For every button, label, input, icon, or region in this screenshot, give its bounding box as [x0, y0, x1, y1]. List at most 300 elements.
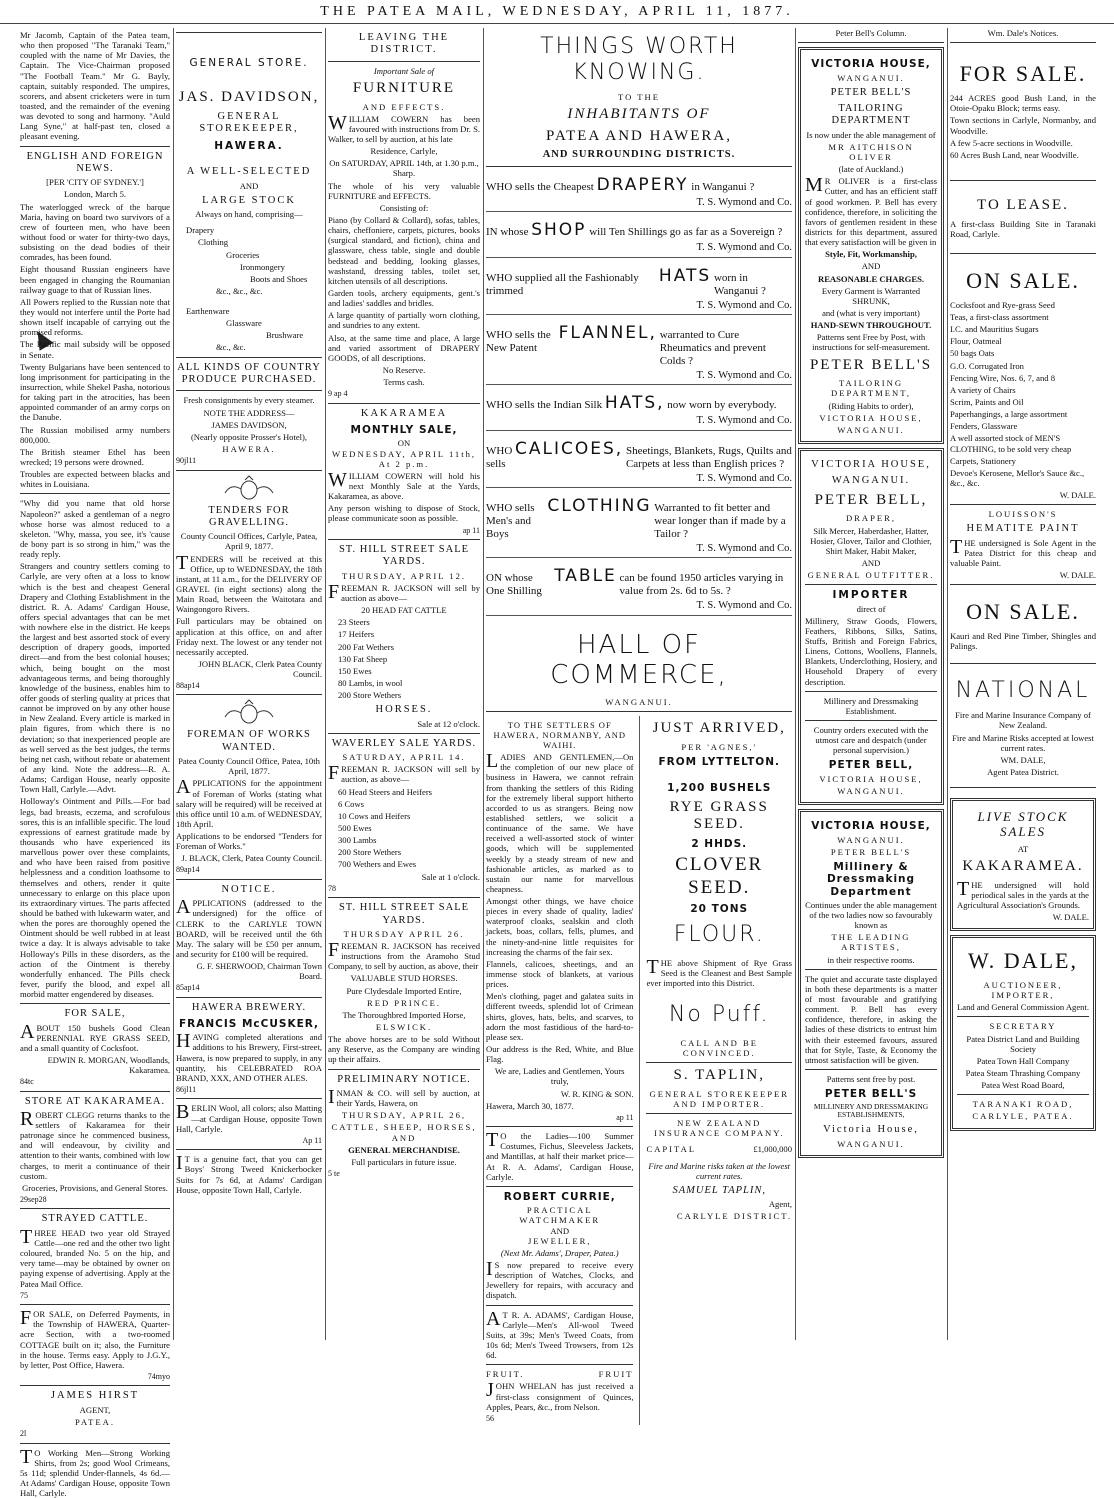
stock-row: 150 Ewes	[338, 666, 480, 676]
column-rule	[483, 28, 484, 1340]
sec-item: Patea District Land and Building Society	[957, 1034, 1089, 1054]
warranted: Every Garment is Warranted SHRUNK,	[805, 286, 937, 306]
brewery-heading: HAWERA BREWERY.	[176, 1002, 322, 1014]
note-address: NOTE THE ADDRESS—	[176, 408, 322, 418]
rye-grass-seed: RYE GRASS SEED.	[646, 799, 792, 834]
secretary: SECRETARY	[957, 1021, 1089, 1031]
boys-suits: IT is a genuine fact, that you can get Boys' Strong Tweed Knickerbocker Suits for 7s 6d, at Adams' Cardigan House, opposite Town Hall, Carlyle.	[176, 1154, 322, 1195]
agent-patea: Agent Patea District.	[950, 767, 1096, 777]
column-header: Peter Bell's Column.	[798, 28, 944, 38]
acres: 244 ACRES good Bush Land, in the Otoie-Opaku Block; terms easy.	[950, 93, 1096, 113]
jackson-stud: FREEMAN R. JACKSON has received instructions from the Aramoho Stud Company, to sell by auction, as above, their	[328, 941, 480, 971]
answer: T. S. Wymond and Co.	[486, 600, 792, 615]
shipment-body: THE above Shipment of Rye Grass Seed is the Cleanest and Best Sample ever imported into this District.	[646, 958, 792, 988]
stock-item: Clothing	[198, 237, 322, 247]
question: WHO sells CALICOES, Sheetings, Blankets, Rugs, Quilts and Carpets at less than English prices ?	[486, 439, 792, 471]
furniture-list: Piano (by Collard & Collard), sofas, tables, chairs, cheffoniere, carpets, pictures, books (surgical standard, and fiction), china and glassware, chess table, single and double bedstead and bedding, looking glasses, washstand, dressing tables, toilet set, kitchen utensils of all descriptions.	[328, 215, 480, 286]
for-sale-heading: FOR SALE.	[950, 61, 1096, 87]
divider	[798, 42, 944, 43]
and: AND	[805, 558, 937, 568]
preliminary-heading: PRELIMINARY NOTICE.	[328, 1074, 480, 1086]
currie-and: AND	[486, 1226, 633, 1236]
divider	[950, 787, 1096, 788]
inner-rule	[639, 716, 640, 1425]
column-1	[20, 28, 170, 1343]
brewery-body: HAVING completed alterations and additions to his Brewery, First-street, Hawera, is now prepared to supply, in any quantity, his CELEBRATED ROA BRAND, XXX, AND OTHER ALES.	[176, 1032, 322, 1083]
ad-tag: Ap 11	[176, 1136, 322, 1145]
berlin-wool: BERLIN Wool, all colors; also Matting —at Cardigan House, opposite Town Hall, Carlyle.	[176, 1103, 322, 1133]
wanganui-2: WANGANUI.	[805, 425, 937, 435]
stray-body: THREE HEAD two year old Strayed Cattle—one red and the other two light coloured, branded No. 5 on the hip, and very tame—may be obtained by owner on paying expense of advertising. Apply at the Patea Mail Office.	[20, 1228, 170, 1289]
stock-row: 80 Lambs, in wool	[338, 678, 480, 688]
currie-name: ROBERT CURRIE,	[486, 1191, 633, 1203]
hirst-role: AGENT,	[20, 1405, 170, 1415]
jeweller: JEWELLER,	[486, 1236, 633, 1246]
hirst-place: PATEA.	[20, 1417, 170, 1427]
at: AT	[957, 844, 1089, 854]
divider	[328, 897, 480, 898]
louisson: LOUISSON'S	[950, 509, 1096, 519]
management: Is now under the able management of	[805, 130, 937, 140]
column-4	[486, 28, 792, 1343]
inman-goods: CATTLE, SHEEP, HORSES, AND	[328, 1122, 480, 1142]
wanganui-3: WANGANUI.	[805, 475, 937, 487]
answer: T. S. Wymond and Co.	[486, 473, 792, 488]
news-item: The Russian mobilised army numbers 800,000.	[20, 425, 170, 445]
davidson-line1: A WELL-SELECTED	[176, 166, 322, 178]
column-6	[950, 28, 1096, 1343]
davidson-place: HAWERA.	[176, 140, 322, 152]
to-lease-heading: TO LEASE.	[950, 197, 1096, 215]
peter-bells-6: PETER BELL'S	[805, 1088, 937, 1100]
monthly-sale-heading: MONTHLY SALE,	[328, 424, 480, 436]
divider	[176, 694, 322, 695]
store-goods: Groceries, Provisions, and General Stores.	[20, 1183, 170, 1193]
news-heading: ENGLISH AND FOREIGN NEWS.	[20, 151, 170, 176]
lease-body: A first-class Building Site in Taranaki Road, Carlyle.	[950, 219, 1096, 239]
clydesdale: Pure Clydesdale Imported Entire,	[328, 986, 480, 996]
divider	[950, 504, 1096, 505]
victoria-house-6: Victoria House,	[805, 1124, 937, 1136]
country-orders: Country orders executed with the utmost care and despatch (under personal supervision.)	[805, 725, 937, 755]
stock-row: 500 Ewes	[338, 823, 480, 833]
oliver-body: MR OLIVER is a first-class Cutter, and has an efficient staff of good workmen. P. Bell has every confidence, therefore, in soliciting the favors of gentlemen resident in these districts for this department, assured that every satisfaction will be given in	[805, 176, 937, 247]
just-arrived: JUST ARRIVED,	[646, 720, 792, 738]
question: WHO supplied all the Fashionably trimmed HATS worn in Wanganui ?	[486, 266, 792, 298]
ad-tag: 74myo	[20, 1372, 170, 1381]
ad-tag: 2l	[20, 1429, 170, 1438]
kauri-body: Kauri and Red Pine Timber, Shingles and Palings.	[950, 631, 1096, 651]
address-name: JAMES DAVIDSON,	[176, 420, 322, 430]
divider	[176, 879, 322, 880]
wanganui: WANGANUI.	[805, 73, 937, 83]
clover-seed: CLOVER SEED.	[646, 854, 792, 899]
holloway-notice: Holloway's Ointment and Pills.—For bad legs, bad breasts, eczema, and scrofulous sores, this is an infallible specific. The loud expressions of earnest gratitude made by thousands who have experienced its marvellous power over these complaints, and who have been raised from positive helplessness and a condition loathsome to themselves and others, render it quite unnecessary to enlarge on this place upon its extraordinary virtues. The parts affected should be bathed with lukewarm water, and when the pores are thoroughly opened the Ointment should be well rubbed in at least twice a day. It is always advisable to take Holloway's Pills in these disorders, as the action of the Ointment is thereby wonderfully enhanced. The Pills check fever, purify the blood, and expel all morbid matter engendered by diseases.	[20, 796, 170, 999]
sec-item: Patea Town Hall Company	[957, 1056, 1089, 1066]
masthead: THE PATEA MAIL, WEDNESDAY, APRIL 11, 1877.	[0, 2, 1114, 24]
practical-watchmaker: PRACTICAL WATCHMAKER	[486, 1205, 633, 1225]
sthill-heading: ST. HILL STREET SALE YARDS.	[328, 544, 480, 569]
king-signature: W. R. KING & SON.	[486, 1089, 633, 1099]
king-body: Men's clothing, paget and galatea suits in different tweeds, splendid lot of Crimean shirts, gloves, hats, belts, and scarves, to adorn the most fastidious of the hard-to-please sex.	[486, 991, 633, 1042]
per-agnes: PER 'AGNES,'	[646, 742, 792, 752]
notice-body: APPLICATIONS (addressed to the undersigned) for the office of CLERK to the CARLYLE TOWN BOARD, will be received until the 6th May. The salary will be £50 per annum, and security for £100 will be required.	[176, 898, 322, 959]
divider	[950, 584, 1096, 585]
column-rule	[795, 28, 796, 1340]
sale-item: Carpets, Stationery	[950, 456, 1096, 466]
question: IN whose SHOP will Ten Shillings go as far as a Sovereign ?	[486, 220, 792, 240]
national-heading: NATIONAL	[950, 678, 1096, 704]
hematite-body: THE undersigned is Sole Agent in the Patea District for this cheap and valuable Paint.	[950, 538, 1096, 568]
currie-address: (Next Mr. Adams', Draper, Patea.)	[486, 1248, 633, 1258]
davidson-role: GENERAL STOREKEEPER,	[176, 111, 322, 136]
live-stock-box	[950, 798, 1096, 931]
king-heading: TO THE SETTLERS OF HAWERA, NORMANBY, AND WAIHI.	[486, 720, 633, 750]
ad-tag: 56	[486, 1414, 633, 1423]
sale-item: Scrim, Paints and Oil	[950, 397, 1096, 407]
question-block	[486, 393, 792, 430]
hematite-paint: HEMATITE PAINT	[950, 523, 1096, 535]
kakaramea-on: ON	[328, 438, 480, 448]
victoria-house-5: VICTORIA HOUSE,	[805, 820, 937, 832]
royal-crest-icon	[219, 699, 279, 725]
stock-item: Ironmongery	[240, 262, 322, 272]
ad-tag: 78	[328, 884, 480, 893]
auctioneer-box	[950, 935, 1096, 1131]
inman-body: INMAN & CO. will sell by auction, at their Yards, Hawera, on	[328, 1088, 480, 1108]
hirst-name: JAMES HIRST	[20, 1390, 170, 1402]
davidson-heading: GENERAL STORE.	[176, 57, 322, 69]
red-prince: RED PRINCE.	[328, 998, 480, 1008]
no-reserve: No Reserve.	[328, 365, 480, 375]
stock-item: Boots and Shoes	[250, 274, 322, 284]
divider	[176, 1149, 322, 1150]
wanganui: WANGANUI.	[486, 697, 792, 707]
divider	[486, 1186, 633, 1187]
peter-bell: PETER BELL,	[805, 492, 937, 510]
to-the: TO THE	[486, 92, 792, 102]
foreman-heading: FOREMAN OF WORKS WANTED.	[176, 729, 322, 754]
divider	[646, 1062, 792, 1063]
ad-tag: ap 11	[486, 1113, 633, 1122]
divider	[176, 1098, 322, 1099]
divider	[805, 584, 937, 585]
store-heading: STORE AT KAKARAMEA.	[20, 1096, 170, 1108]
wanganui-6: WANGANUI.	[805, 1139, 937, 1149]
column-rule	[947, 28, 948, 1340]
adams-notice: Strangers and country settlers coming to Carlyle, are very often at a loss to know which is the best and cheapest General Drapery and Clothing Establishment in the district. R. A. Adams' Cardigan House, offers special advantages that can be met with nowhere else in the district. He keeps the largest and best assorted stock of every description of drapery goods, imported direct—and from the best colonial houses; which, being bought on the most advantageous terms, and being thoroughly knowledge of the business, enables him to offer goods of sterling quality at prices that cannot be improved on by any other house in New Zealand. Every article is marked in plain figures, from which there is no deviation; so that inexperienced people are as well served as the best judges, the terms being net cash, without rebate or abatement of any kind. Note the address—R. A. Adams; Cardigan House, nearly opposite Town Hall, Carlyle.—Advt.	[20, 561, 170, 794]
cowern-body: WILLIAM COWERN has been favoured with instructions from Dr. S. Walker, to sell by auction, at his late	[328, 114, 480, 144]
on-sale-heading-2: ON SALE.	[950, 599, 1096, 625]
rooms: in their respective rooms.	[805, 955, 937, 965]
taplin-role: GENERAL STOREKEEPER AND IMPORTER.	[646, 1089, 792, 1109]
land-commission: Land and General Commission Agent.	[957, 1002, 1089, 1012]
divider	[646, 1113, 792, 1114]
column-5	[798, 28, 944, 1343]
stray-heading: STRAYED CATTLE.	[20, 1213, 170, 1225]
stock-row: 6 Cows	[338, 799, 480, 809]
stock-row: 300 Lambs	[338, 835, 480, 845]
sale-item: G.O. Corrugated Iron	[950, 361, 1096, 371]
sale-date: On SATURDAY, APRIL 14th, at 1.30 p.m., Sharp.	[328, 158, 480, 178]
ad-tag: 5 te	[328, 1169, 480, 1178]
kakaramea-heading: KAKARAMEA	[328, 408, 480, 420]
foreman-body2: Applications to be endorsed "Tenders for Foreman of Works."	[176, 831, 322, 851]
taplin-name: S. TAPLIN,	[646, 1067, 792, 1085]
peter-bells-2: PETER BELL'S	[805, 357, 937, 375]
taplin-column	[646, 716, 792, 1425]
stock-item: Earthenware	[186, 306, 322, 316]
divider	[950, 180, 1096, 181]
ad-tag: ap 11	[328, 526, 480, 535]
stock-item: &c., &c.	[216, 342, 322, 352]
divider	[20, 146, 170, 147]
column-rule	[325, 28, 326, 1340]
whelan-body: JOHN WHELAN has just received a first-class consignment of Quinces, Apples, Pears, &c., from Nelson.	[486, 1381, 633, 1411]
sale-item: A well assorted stock of MEN'S CLOTHING, to be sold very cheap	[950, 433, 1096, 453]
patterns-free: Patterns sent free by post.	[805, 1074, 937, 1084]
divider	[176, 32, 322, 33]
tender-body2: Full particulars may be obtained on application at this office, on and after Friday next. The lowest or any tender not necessarily accepted.	[176, 616, 322, 657]
leaving-heading: LEAVING THE DISTRICT.	[328, 32, 480, 57]
sale-item: Teas, a first-class assortment	[950, 312, 1096, 322]
things-worth-knowing-title: THINGS WORTH KNOWING.	[486, 34, 792, 86]
stock-item: &c., &c., &c.	[216, 286, 322, 296]
notice-signature: G. F. SHERWOOD, Chairman Town Board.	[176, 961, 322, 981]
divider	[805, 1069, 937, 1070]
divider	[486, 166, 792, 167]
consisting: Consisting of:	[328, 203, 480, 213]
carlyle-district: CARLYLE DISTRICT.	[646, 1211, 792, 1221]
bushels: 1,200 BUSHELS	[646, 782, 792, 794]
taranaki-road: TARANAKI ROAD,	[957, 1099, 1089, 1109]
importer: IMPORTER	[805, 589, 937, 601]
divider	[328, 1069, 480, 1070]
brewery-name: FRANCIS McCUSKER,	[176, 1018, 322, 1030]
deferred-body: FOR SALE, on Deferred Payments, in the Township of HAWERA, Quarter-acre Section, with a two-roomed COTTAGE built on it; also, the Furniture in the house. Terms easy. Apply to J.G.Y., by letter, Post Office, Hawera.	[20, 1309, 170, 1370]
napoleon-anecdote: "Why did you name that old horse Napoleon?" asked a gentleman of a negro whose horse was almost reduced to a skeleton. "Why, massa, you see, it's 'cause de bony part is so strong in him," was the ready reply.	[20, 498, 170, 559]
king-body: LADIES AND GENTLEMEN,—On the completion of our new place of business in Hawera, we cannot refrain from thanking the settlers of this Riding for the extremely liberal support hitherto accorded to us as strangers. Being now established settlers, we solicit a continuance of the same. We have received a well-assorted stock of winter goods, which will be supplemented weekly by a steady stream of new and fashionable articles, as marked as to sustain our name for marvellous cheapness.	[486, 752, 633, 894]
sthill2-heading: ST. HILL STREET SALE YARDS.	[328, 902, 480, 927]
sale-item: Fencing Wire, Nos. 6, 7, and 8	[950, 373, 1096, 383]
inman-merchandise: GENERAL MERCHANDISE.	[328, 1145, 480, 1155]
news-item: The British steamer Ethel has been wrecked; 19 persons were drowned.	[20, 447, 170, 467]
sale-item: A variety of Chairs	[950, 385, 1096, 395]
column-header: Wm. Dale's Notices.	[950, 28, 1096, 38]
news-item: The Pacific mail subsidy will be opposed in Senate.	[20, 339, 170, 359]
elswick: ELSWICK.	[328, 1022, 480, 1032]
divider	[20, 1208, 170, 1209]
five-acre: A few 5-acre sections in Woodville.	[950, 138, 1096, 148]
tailoring-box	[798, 47, 944, 444]
answer: T. S. Wymond and Co.	[486, 242, 792, 257]
davidson-and: AND	[176, 181, 322, 191]
royal-crest-icon	[219, 475, 279, 501]
continues: Continues under the able management of the two ladies now so favourably known as	[805, 900, 937, 930]
produce-heading: ALL KINDS OF COUNTRY PRODUCE PURCHASED.	[176, 362, 322, 387]
sale-item: Flour, Oatmeal	[950, 336, 1096, 346]
dressmaking: Millinery and Dressmaking Establishment.	[805, 696, 937, 716]
question-block	[486, 266, 792, 315]
residence: Residence, Carlyle,	[328, 146, 480, 156]
horses-sold: The above horses are to be sold Without any Reserve, as the Company are winding up their affairs.	[328, 1034, 480, 1064]
question: WHO sells Men's and Boys CLOTHING Warranted to fit better and wear longer than if made by a Tailor ?	[486, 496, 792, 541]
answer: T. S. Wymond and Co.	[486, 370, 792, 385]
stock-row: 17 Heifers	[338, 629, 480, 639]
stock-row: 700 Wethers and Ewes	[338, 859, 480, 869]
stock-row: 200 Fat Wethers	[338, 642, 480, 652]
tender-heading: TENDERS FOR GRAVELLING.	[176, 505, 322, 530]
forsale-signature: EDWIN R. MORGAN, Woodlands, Kakaramea.	[20, 1055, 170, 1075]
sale-item: Cocksfoot and Rye-grass Seed	[950, 300, 1096, 310]
samuel-taplin: SAMUEL TAPLIN,	[646, 1185, 792, 1197]
davidson-line2: LARGE STOCK	[176, 195, 322, 207]
ad-tag: 85ap14	[176, 983, 322, 992]
quiet-taste: The quiet and accurate taste displayed in both these departments is a matter of most favourable and gratifying comment. P. Bell has every confidence, therefore, in asking the ladies of these districts to entrust him with their esteemed favours, assured that for Style, Taste, & Economy the utmost satisfaction will be given.	[805, 974, 937, 1065]
king-closing: We are, Ladies and Gentlemen, Yours truly,	[486, 1066, 633, 1086]
sale-item: Fenders, Glassware	[950, 421, 1096, 431]
fat-cattle: 20 HEAD FAT CATTLE	[328, 605, 480, 615]
stock-item: Groceries	[226, 250, 322, 260]
tender-body: TENDERS will be received at this Office, up to WEDNESDAY, the 18th instant, at 11 a.m., for the DELIVERY OF GRAVEL (in eight sections) along the Main Road, between the Waitotara and Waingongoro Rivers.	[176, 554, 322, 615]
millinery-box	[798, 809, 944, 1158]
sthill-date: THURSDAY, APRIL 12.	[328, 571, 480, 581]
wanganui-5: WANGANUI.	[805, 835, 937, 845]
victoria-house-4: VICTORIA HOUSE,	[805, 774, 937, 784]
peter-bells: PETER BELL'S	[805, 87, 937, 99]
reasonable: REASONABLE CHARGES.	[805, 274, 937, 284]
garden-tools: Garden tools, archery equipments, gent.'s and ladies' saddles and bridles.	[328, 288, 480, 308]
auctioneer: AUCTIONEER, IMPORTER,	[957, 980, 1089, 1000]
late-of: (late of Auckland.)	[805, 164, 937, 174]
ad-tag: 29sep28	[20, 1195, 170, 1204]
column-rule	[173, 28, 174, 1340]
stock-item: Brushware	[266, 330, 322, 340]
sale-item: Paperhangings, a large assortment	[950, 409, 1096, 419]
dale-signature: W. DALE.	[950, 570, 1096, 580]
ad-tag: 90jl11	[176, 456, 322, 465]
millinery-dept: Millinery & Dressmaking Department	[805, 861, 937, 898]
kakaramea-body: WILLIAM COWERN will hold his next Monthly Sale at the Yards, Kakaramea, as above.	[328, 471, 480, 501]
king-date: Hawera, March 30, 1877.	[486, 1101, 633, 1111]
question-block	[486, 439, 792, 488]
davidson-name: JAS. DAVIDSON,	[176, 89, 322, 107]
question-block	[486, 323, 792, 385]
waverley-heading: WAVERLEY SALE YARDS.	[328, 738, 480, 750]
divider	[328, 61, 480, 62]
live-stock-heading: LIVE STOCK SALES	[957, 809, 1089, 840]
tender-from: County Council Offices, Carlyle, Patea, April 9, 1877.	[176, 531, 322, 551]
call: CALL AND BE CONVINCED.	[646, 1038, 792, 1058]
divider	[328, 733, 480, 734]
jackson-intro: FREEMAN R. JACKSON will sell by auction as above—	[328, 583, 480, 603]
column-3	[328, 28, 480, 1343]
question: WHO sells the Cheapest DRAPERY in Wanganui ?	[486, 175, 792, 195]
news-date: London, March 5.	[20, 189, 170, 199]
forsale-heading: FOR SALE,	[20, 1008, 170, 1020]
tender-signature: JOHN BLACK, Clerk Patea County Council.	[176, 659, 322, 679]
divider	[805, 720, 937, 721]
divider	[486, 1305, 633, 1306]
furniture-whole: The whole of his very valuable FURNITURE and EFFECTS.	[328, 181, 480, 201]
divider	[20, 1443, 170, 1444]
drapery-lot: Also, at the same time and place, A large and varied assortment of DRAPERY GOODS, of all descriptions.	[328, 333, 480, 363]
outfitter: GENERAL OUTFITTER.	[805, 570, 937, 580]
divider	[328, 539, 480, 540]
town-sections: Town sections in Carlyle, Normanby, and Woodville.	[950, 115, 1096, 135]
sthill2-date: THURSDAY APRIL 26.	[328, 929, 480, 939]
stock-row: 23 Steers	[338, 617, 480, 627]
answer: T. S. Wymond and Co.	[486, 415, 792, 430]
from-lyttelton: FROM LYTTELTON.	[646, 756, 792, 768]
divider	[20, 493, 170, 494]
ad-tag: 88ap14	[176, 681, 322, 690]
question-block	[486, 496, 792, 558]
divider	[950, 42, 1096, 43]
districts: AND SURROUNDING DISTRICTS.	[486, 149, 792, 161]
divider	[486, 1364, 633, 1365]
inman-date: THURSDAY, APRIL 26,	[328, 1110, 480, 1120]
foreman-from: Patea County Council Office, Patea, 10th April, 1877.	[176, 756, 322, 776]
thoroughbred: The Thoroughbred Imported Horse,	[328, 1010, 480, 1020]
victoria-house: VICTORIA HOUSE,	[805, 58, 937, 70]
divider	[176, 470, 322, 471]
king-column	[486, 716, 633, 1425]
stock-row: 200 Store Wethers	[338, 690, 480, 700]
tons: 20 TONS	[646, 903, 792, 915]
carlyle-patea: CARLYLE, PATEA.	[957, 1111, 1089, 1121]
fruit-left: FRUIT.	[486, 1369, 524, 1379]
tailoring-dept: TAILORING DEPARTMENT	[805, 103, 937, 128]
column-2	[176, 28, 322, 1343]
ladies-costumes: TO the Ladies—100 Summer Costumes, Fichus, Sleeveless Jackets, and Mantillas, at half their market price—At R. A. Adams', Cardigan House, Carlyle.	[486, 1131, 633, 1182]
peter-bell-4: PETER BELL,	[805, 759, 937, 771]
jackson-intro: FREEMAN R. JACKSON will sell by auction, as above—	[328, 764, 480, 784]
question: WHO sells the New Patent FLANNEL, warranted to Cure Rheumatics and prevent Colds ?	[486, 323, 792, 368]
foreman-signature: J. BLACK, Clerk, Patea County Council.	[176, 853, 322, 863]
important-sale: Important Sale of	[328, 66, 480, 76]
working-shirts: TO Working Men—Strong Working Shirts, from 2s; good Wool Crimeans, 5s 11d; splendid Under-flannels, 4s 6d.—At Adams' Cardigan House, opposite Town Hall, Carlyle.	[20, 1448, 170, 1498]
divider	[805, 691, 937, 692]
ad-tag: 86jl11	[176, 1085, 322, 1094]
divider	[805, 969, 937, 970]
sale-time: Sale at 1 o'clock.	[328, 872, 480, 882]
w-dale: W. DALE,	[957, 948, 1089, 974]
question-block	[486, 220, 792, 257]
news-item: Twenty Bulgarians have been sentenced to long imprisonment for participating in the insurrection, while Shekel Pasha, notorious for taking part in the atrocities, has been appointed commander of an army corps on the Danube.	[20, 362, 170, 423]
style-fit: Style, Fit, Workmanship,	[805, 249, 937, 259]
and: AND	[805, 261, 937, 271]
hhds: 2 HHDS.	[646, 838, 792, 850]
important: and (what is very important)	[805, 308, 937, 318]
currie-body: IS now prepared to receive every description of Watches, Clocks, and Jewellery for repairs, with accuracy and dispatch.	[486, 1260, 633, 1301]
ad-tag: 84tc	[20, 1077, 170, 1086]
victoria-house-3: VICTORIA HOUSE,	[805, 459, 937, 471]
capital-value: £1,000,000	[753, 1144, 792, 1154]
stock-item: Drapery	[186, 225, 322, 235]
divider	[957, 1016, 1089, 1017]
ad-tag: 75	[20, 1291, 170, 1300]
king-body: Our address is the Red, White, and Blue Flag.	[486, 1044, 633, 1064]
patterns: Patterns sent Free by Post, with instructions for self-measurement.	[805, 332, 937, 352]
cricket-report: Mr Jacomb, Captain of the Patea team, who then proposed "The Taranaki Team," coupled with the name of Mr Davies, the Captain. The Vice-Chairman proposed "The Football Team." Mr G. Bayly, captain, suitably responded. The umpires, scorers, and absent cricketers were in turn toasted, and the remainder of the evening was devoted to song and harmony. "Auld Lang Syne," at half-past ten, closed a pleasant evening.	[20, 30, 170, 142]
divider	[950, 253, 1096, 254]
hand-sewn: HAND-SEWN THROUGHOUT.	[805, 320, 937, 330]
effects-heading: AND EFFECTS.	[328, 102, 480, 112]
dale-signature: W. DALE.	[957, 912, 1089, 922]
silk-mercer: Silk Mercer, Haberdasher, Hatter, Hosier, Glover, Tailor and Clothier, Shirt Maker, Habit Maker,	[805, 526, 937, 556]
davidson-line3: Always on hand, comprising—	[176, 209, 322, 219]
